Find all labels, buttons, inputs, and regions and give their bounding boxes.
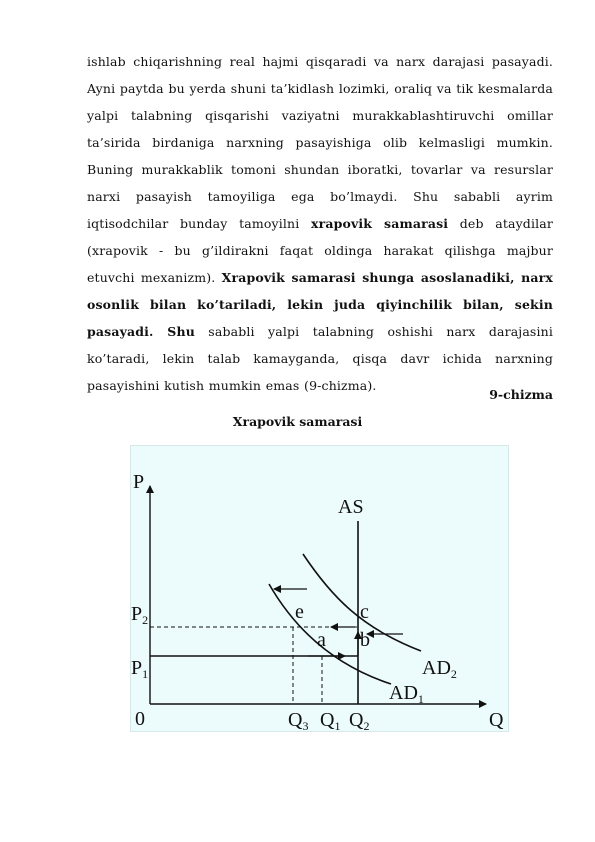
point-c-label: c — [360, 601, 369, 623]
figure-number: 9-chizma — [489, 387, 553, 402]
paragraph-text-1: ishlab chiqarishning real hajmi qisqaradi va narx darajasi pasayadi. Ayni paytda bu yerda shuni ta’kidlash lozimki, oraliq va tik kesmalarda yalpi talabning qisqarishi vaziyatni murakkablashtiruvchi omillar ta’sirida birdaniga narxning pasayishiga olib kelmasligi mumkin. Buning murakkablik tomoni shundan iboratki, tovarlar va resurslar narxi pasayish tamoyiliga ega bo’lmaydi. Shu sababli ayrim iqtisodchilar bunday tamoyilni — [87, 54, 553, 231]
ratchet-effect-diagram — [130, 445, 509, 732]
body-paragraph — [87, 48, 553, 399]
q1-label: $Q_1$ — [320, 709, 341, 731]
x-axis-label: Q — [489, 709, 504, 731]
point-b-label: b — [360, 629, 370, 651]
as-label: AS — [338, 496, 364, 518]
paragraph-text-2: deb ataydilar (xrapovik - bu g’ildirakni faqat oldinga harakat qilishga majbur etuvchi mexanizm). — [87, 216, 553, 285]
ad1-label: $AD_1$ — [389, 682, 424, 706]
figure-title: Xrapovik samarasi — [232, 414, 363, 429]
p1-label: $P_1$ — [131, 657, 149, 681]
q3-label: $Q_3$ — [288, 709, 309, 731]
ad2-label: $AD_2$ — [422, 657, 457, 681]
p2-label: $P_2$ — [131, 603, 149, 627]
point-e-label: e — [295, 601, 304, 623]
term-xrapovik-samarasi: xrapovik samarasi — [310, 216, 449, 231]
origin-label: 0 — [135, 708, 145, 730]
point-a-label: a — [317, 629, 326, 651]
key-statement: Xrapovik samarasi shunga asoslanadiki, narx osonlik bilan ko’tariladi, lekin juda qiyinchilik bilan, sekin pasayadi. Shu — [87, 270, 554, 339]
paragraph-text-3: sababli yalpi talabning oshishi narx darajasini ko’taradi, lekin talab kamayganda, qisqa davr ichida narxning pasayishini kutish mumkin emas (9-chizma). — [87, 324, 553, 393]
q2-label: $Q_2$ — [349, 709, 370, 731]
y-axis-label: P — [133, 471, 145, 493]
